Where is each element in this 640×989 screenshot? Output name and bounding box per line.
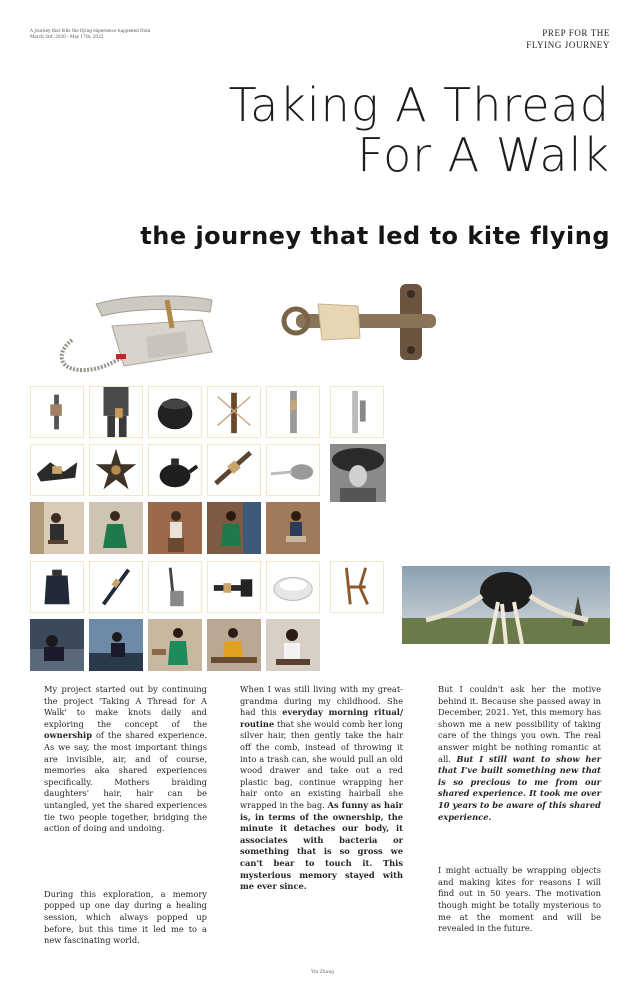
photo-tile xyxy=(266,386,320,438)
text-bold: As funny as hair is, in terms of the ownership, the minute it detaches our body, it associates with bacteria or something that is so gross we can't bear to touch it. This mysterious memory stayed with me ever since. xyxy=(240,799,403,892)
text-bold-italic: But I still want to show her that I've built something new that is so precious to me from our shared experience. It took me over 10 years to be aware of this shared experience. xyxy=(438,753,601,822)
text-column-2 xyxy=(240,684,403,893)
text-bold: ownership xyxy=(44,730,93,741)
page-title xyxy=(229,80,610,180)
photo-tile xyxy=(207,386,261,438)
wrapped-head-kite-photo xyxy=(402,566,610,644)
photo-tile xyxy=(30,502,84,554)
column-1-paragraph-2: During this exploration, a memory popped up one day during a healing session, which always popped up before, but this time it led me to a new fascinating world. xyxy=(44,888,207,946)
photo-tile xyxy=(89,444,143,496)
prep-line-2: FLYING JOURNEY xyxy=(526,40,610,50)
photo-tile xyxy=(266,502,320,554)
door-chain-latch-icon xyxy=(278,280,438,364)
photo-tile xyxy=(148,386,202,438)
text-bold: everyday morning ritual/ routine xyxy=(240,707,403,729)
photo-tile xyxy=(148,502,202,554)
title-line-2: For A Walk xyxy=(357,128,610,182)
photo-tile xyxy=(89,561,143,613)
photo-tile xyxy=(330,386,384,438)
photo-tile xyxy=(89,619,143,671)
photo-tile xyxy=(330,561,384,613)
text-span: of the shared experience. As we say, the most important things are invisible, air, and of course, memories aka shared experiences specifically. Mothers braiding daughters' hair, hair can be untangled, yet the shared experiences tie two people together, bridging the action of doing and undoing. xyxy=(44,730,207,834)
author-name: Yin Zhang xyxy=(311,970,335,975)
text-span: that she would comb her long silver hair, then gently take the hair off the comb, instead of throwing it into a trash can, she would pull an old wood drawer and take out a red plastic bag, continue wrapping her hair onto an existing hairball she wrapped in the bag. xyxy=(240,718,403,810)
photo-tile xyxy=(207,502,261,554)
photo-tile xyxy=(30,561,84,613)
photo-tile xyxy=(148,619,202,671)
photo-tile xyxy=(207,619,261,671)
column-3-paragraph-2: I might actually be wrapping objects and making kites for reasons I will find out in 50 years. The motivation though might be totally mysterious to me at the moment and will be revealed in the future. xyxy=(438,865,601,934)
photo-tile xyxy=(148,561,202,613)
prep-heading xyxy=(526,27,610,51)
journey-date-note: A journey that fells the flying experience happened from March 3rd, 2020 - May 17th, 2022 xyxy=(30,28,151,39)
photo-tile xyxy=(207,444,261,496)
column-1-paragraph-1 xyxy=(44,684,207,835)
photo-tile xyxy=(330,444,386,502)
photo-tile xyxy=(207,561,261,613)
text-span: My project started out by continuing the project 'Taking A Thread for A Walk' to make knots daily and exploring the concept of the xyxy=(44,684,207,729)
title-line-1: Taking A Thread xyxy=(228,78,610,132)
telephone-icon xyxy=(52,290,222,374)
text-column-1 xyxy=(44,684,207,947)
photo-tile xyxy=(30,619,84,671)
column-3-paragraph-1 xyxy=(438,684,601,823)
photo-tile xyxy=(30,444,84,496)
photo-tile xyxy=(89,386,143,438)
text-span: When I was still living with my great-grandma during my childhood. She had this xyxy=(240,684,403,718)
photo-tile xyxy=(266,561,320,613)
prep-line-1: PREP FOR THE xyxy=(542,28,610,38)
text-span: But I couldn't ask her the motive behind it. Because she passed away in December, 2021. Yet, this memory has shown me a new possibility of taking care of the things you own. The real answer might be nothing romantic at all. xyxy=(438,684,601,764)
page-subtitle: the journey that led to kite flying xyxy=(140,222,610,250)
photo-tile xyxy=(266,619,320,671)
photo-tile xyxy=(89,502,143,554)
photo-tile xyxy=(30,386,84,438)
column-2-paragraph-1 xyxy=(240,684,403,893)
photo-tile xyxy=(148,444,202,496)
photo-tile xyxy=(266,444,320,496)
text-column-3 xyxy=(438,684,601,935)
